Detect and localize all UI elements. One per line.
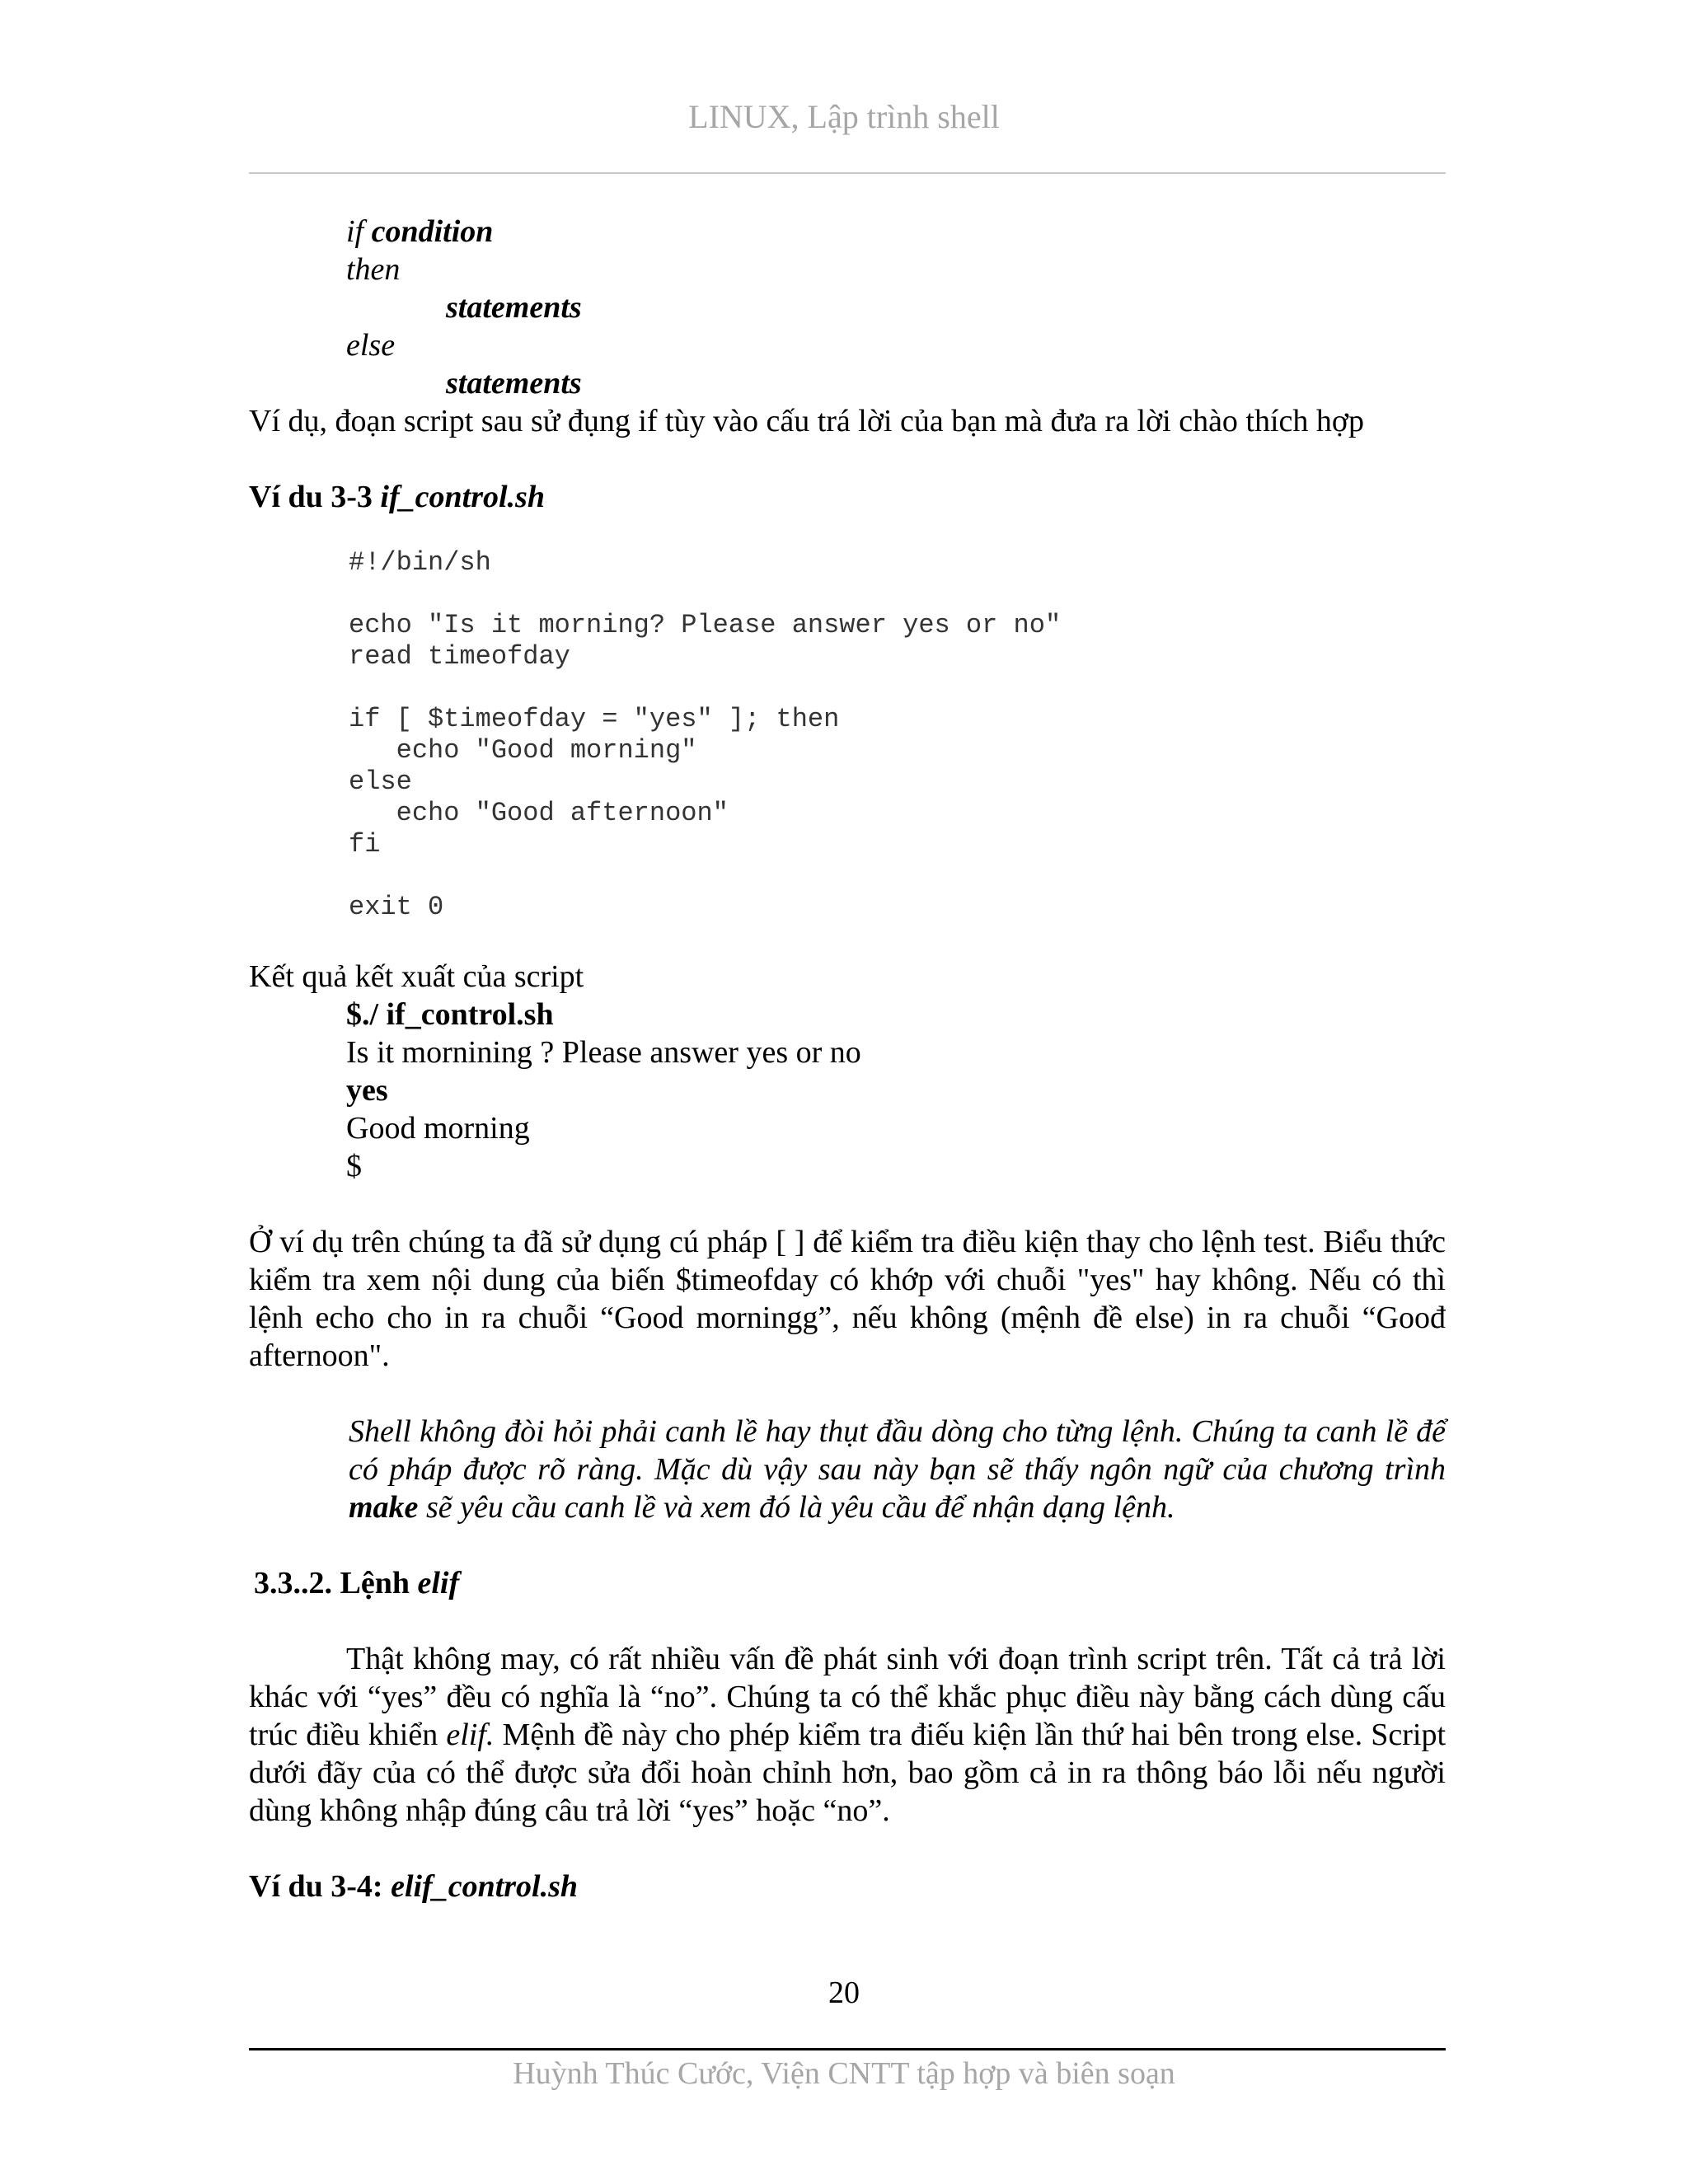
output-result: Good morning <box>346 1111 530 1146</box>
example-3-3-filename: if_control.sh <box>380 480 545 514</box>
section-heading-elif <box>254 1564 459 1602</box>
example-3-4-heading <box>249 1868 578 1905</box>
intro-paragraph: Ví dụ, đoạn script sau sử đụng if tùy vào cấu trá lời của bạn mà đưa ra lời chào thích hợp <box>249 404 1365 438</box>
syntax-statements-else: statements <box>446 366 582 401</box>
example-3-3-heading <box>249 478 545 516</box>
output-answer: yes <box>346 1073 388 1108</box>
page-footer-text: Huỳnh Thúc Cước, Viện CNTT tập hợp và biên soạn <box>513 2056 1175 2091</box>
output-prompt: Is it mornining ? Please answer yes or no <box>346 1035 861 1070</box>
syntax-if-keyword: if <box>346 214 364 249</box>
note-text-after: sẽ yêu cầu canh lề và xem đó là yêu cầu để nhận dạng lệnh. <box>418 1490 1175 1525</box>
section-number: 3.3..2. Lệnh <box>254 1566 418 1601</box>
syntax-else-keyword: else <box>346 328 396 363</box>
example-3-3-label: Ví du 3-3 <box>249 480 373 514</box>
indentation-note <box>349 1413 1446 1526</box>
footer-divider <box>249 2048 1446 2050</box>
syntax-then-keyword: then <box>346 252 401 287</box>
example-3-4-label: Ví du 3-4: <box>249 1869 383 1904</box>
syntax-condition: condition <box>371 214 494 249</box>
section-paragraph-after: Mệnh đề này cho phép kiểm tra điếu kiện lần thứ hai bên trong else. Script dưới đãy của có thể được sửa đổi hoàn chỉnh hơn, bao gồm cả in ra thông báo lỗi nếu người dùng không nhập đúng câu trả lời “yes” hoặc “no”. <box>249 1718 1447 1828</box>
note-text-before: Shell không đòi hỏi phải canh lề hay thụt đầu dòng cho từng lệnh. Chúng ta canh lề để có pháp được rõ ràng. Mặc dù vậy sau này bạn sẽ thấy ngôn ngữ của chương trình <box>349 1414 1446 1487</box>
page-number: 20 <box>828 1975 860 2010</box>
example-3-4-filename: elif_control.sh <box>391 1869 579 1904</box>
output-label: Kết quả kết xuất của script <box>249 959 584 994</box>
output-shell-prompt: $ <box>346 1149 362 1183</box>
page-header-title: LINUX, Lập trình shell <box>688 98 1000 135</box>
code-listing-if-control: #!/bin/sh echo "Is it morning? Please answer yes or no" read timeofday if [ $timeofday = "yes" ]; then echo "Good morning" else echo "Good afternoon" fi exit 0 <box>349 547 1062 922</box>
explanation-paragraph: Ở ví dụ trên chúng ta đã sử dụng cú pháp [ ] để kiểm tra điều kiện thay cho lệnh test. Biểu thức kiểm tra xem nội dung của biến $timeofday có khớp với chuỗi "yes" hay không. Nếu có thì lệnh echo cho in ra chuỗi “Good morningg”, nếu không (mệnh đề else) in ra chuỗi “Goođ afternoon". <box>249 1225 1446 1373</box>
section-paragraph-before: Thật không may, có rất nhiều vấn đề phát sinh với đoạn trình script trên. Tất cả trả lời khác với “yes” đều có nghĩa là “no”. Chúng ta có thể khắc phục điều này bằng cách dùng cấu trúc điều khiển <box>249 1642 1446 1752</box>
section-keyword: elif <box>417 1566 460 1601</box>
syntax-statements-then: statements <box>446 290 582 325</box>
output-command: $./ if_control.sh <box>346 997 554 1032</box>
section-paragraph-keyword: elif. <box>446 1718 495 1752</box>
section-paragraph <box>249 1640 1446 1830</box>
header-divider <box>249 172 1446 174</box>
note-keyword-make: make <box>349 1490 419 1525</box>
syntax-if-line <box>346 213 493 251</box>
